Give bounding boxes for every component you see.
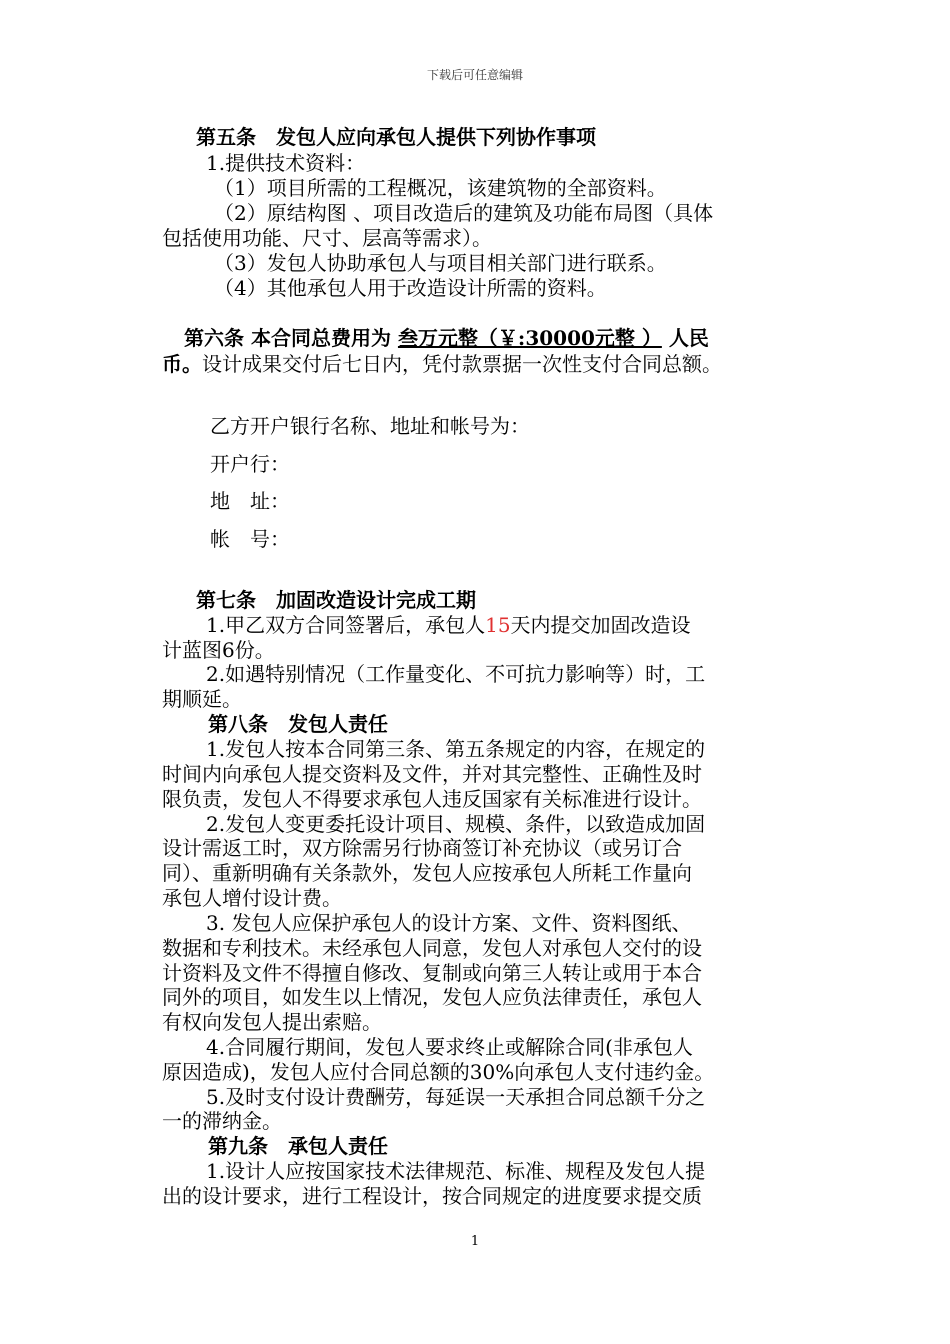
article-8-line: 时间内向承包人提交资料及文件，并对其完整性、正确性及时 bbox=[162, 762, 702, 786]
page-number: 1 bbox=[470, 1234, 480, 1249]
article-7-item: 2.如遇特别情况（工作量变化、不可抗力影响等）时，工 bbox=[206, 662, 706, 686]
contract-amount: 叁万元整（￥:30000元整 ） bbox=[397, 326, 662, 350]
bank-account-label: 帐 号： bbox=[210, 527, 290, 551]
article-9-line: 1.设计人应按国家技术法律规范、标准、规程及发包人提 bbox=[206, 1159, 706, 1183]
article-6-tail: 人民 bbox=[668, 326, 709, 350]
article-5-item: （1）项目所需的工程概况，该建筑物的全部资料。 bbox=[214, 176, 667, 200]
article-5-item: 包括使用功能、尺寸、层高等需求）。 bbox=[162, 226, 492, 250]
article-9-title: 第九条 承包人责任 bbox=[208, 1134, 388, 1158]
article-5-item: （4）其他承包人用于改造设计所需的资料。 bbox=[214, 276, 607, 300]
article-8-title: 第八条 发包人责任 bbox=[208, 712, 388, 736]
article-5-item: （2）原结构图 、项目改造后的建筑及功能布局图（具体 bbox=[214, 201, 714, 225]
article-7-item: 计蓝图6份。 bbox=[162, 638, 275, 662]
article-8-line: 3. 发包人应保护承包人的设计方案、文件、资料图纸、 bbox=[206, 911, 692, 935]
article-8-line: 4.合同履行期间，发包人要求终止或解除合同(非承包人 bbox=[206, 1035, 693, 1059]
article-7-title: 第七条 加固改造设计完成工期 bbox=[196, 588, 476, 612]
article-8-line: 原因造成)，发包人应付合同总额的30%向承包人支付违约金。 bbox=[162, 1060, 715, 1084]
article-8-line: 同）、重新明确有关条款外，发包人应按承包人所耗工作量向 bbox=[162, 861, 692, 885]
article-8-line: 计资料及文件不得擅自修改、复制或向第三人转让或用于本合 bbox=[162, 961, 702, 985]
article-5-item: （3）发包人协助承包人与项目相关部门进行联系。 bbox=[214, 251, 667, 275]
article-7-item-tail: 天内提交加固改造设 bbox=[510, 613, 691, 637]
article-8-line: 一的滞纳金。 bbox=[162, 1109, 282, 1133]
delivery-days: 15 bbox=[485, 613, 511, 637]
article-8-line: 设计需返工时，双方除需另行协商签订补充协议（或另订合 bbox=[162, 836, 682, 860]
article-8-line: 承包人增付设计费。 bbox=[162, 886, 342, 910]
article-6-lead: 第六条 本合同总费用为 bbox=[184, 326, 391, 350]
article-6-currency: 币。 bbox=[162, 352, 202, 376]
article-6-title bbox=[184, 325, 709, 351]
article-8-line: 5.及时支付设计费酬劳，每延误一天承担合同总额千分之 bbox=[206, 1085, 706, 1109]
bank-intro: 乙方开户银行名称、地址和帐号为： bbox=[210, 414, 530, 438]
article-9-line: 出的设计要求，进行工程设计，按合同规定的进度要求提交质 bbox=[162, 1184, 702, 1208]
bank-name-label: 开户行： bbox=[210, 452, 290, 476]
article-8-line: 限负责，发包人不得要求承包人违反国家有关标准进行设计。 bbox=[162, 787, 702, 811]
article-7-item: 期顺延。 bbox=[162, 687, 242, 711]
article-7-item bbox=[206, 612, 691, 638]
article-8-line: 同外的项目，如发生以上情况，发包人应负法律责任，承包人 bbox=[162, 985, 702, 1009]
article-8-line: 数据和专利技术。未经承包人同意，发包人对承包人交付的设 bbox=[162, 936, 702, 960]
article-8-line: 1.发包人按本合同第三条、第五条规定的内容，在规定的 bbox=[206, 737, 706, 761]
article-5-title: 第五条 发包人应向承包人提供下列协作事项 bbox=[196, 125, 596, 149]
article-5-item: 1.提供技术资料： bbox=[206, 151, 366, 175]
page-header: 下载后可任意编辑 bbox=[426, 68, 523, 82]
bank-address-label: 地 址： bbox=[210, 489, 290, 513]
article-6-payment-text: 设计成果交付后七日内，凭付款票据一次性支付合同总额。 bbox=[202, 352, 722, 376]
article-8-line: 2.发包人变更委托设计项目、规模、条件，以致造成加固 bbox=[206, 812, 706, 836]
article-8-line: 有权向发包人提出索赔。 bbox=[162, 1010, 382, 1034]
article-6-payment bbox=[162, 351, 722, 377]
article-7-item-lead: 1.甲乙双方合同签署后，承包人 bbox=[206, 613, 486, 637]
